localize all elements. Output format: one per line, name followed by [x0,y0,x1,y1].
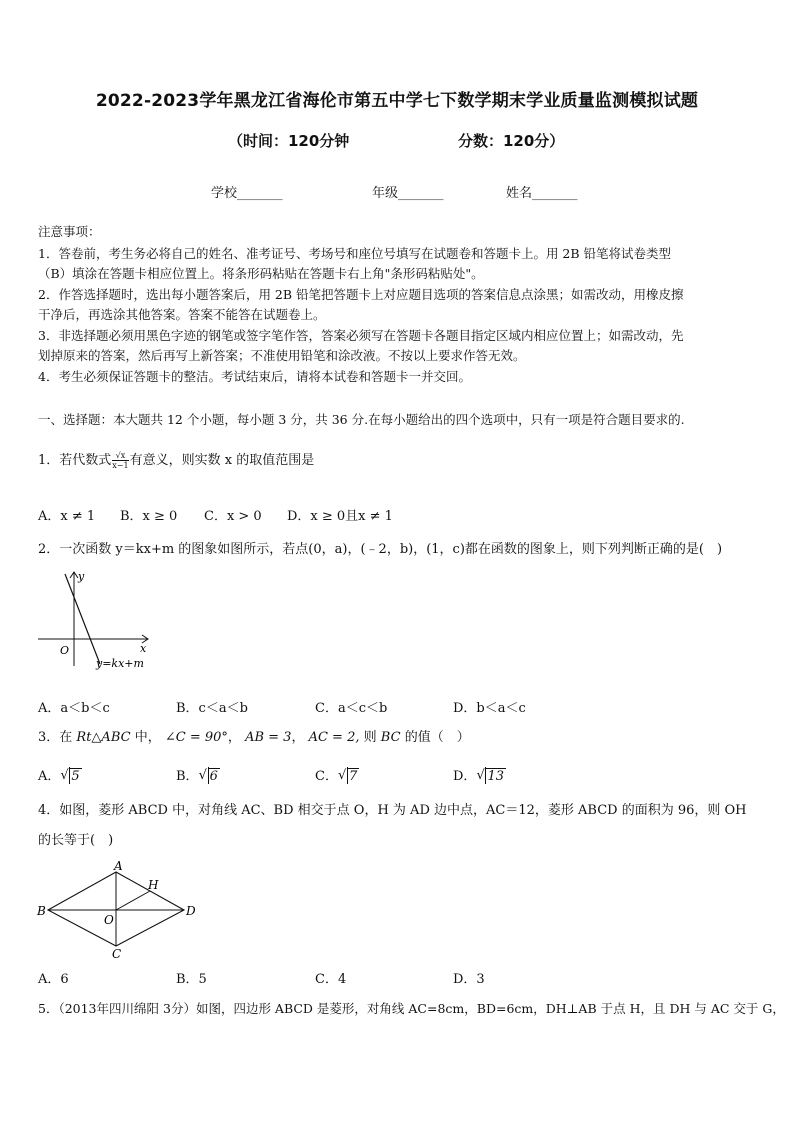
q1-suffix: 有意义，则实数 x 的取值范围是 [129,453,315,468]
exam-score: 分数：120分） [458,132,565,150]
q3-option-b[interactable] [176,765,220,784]
q3-suffix: 的值（ ） [404,730,470,745]
q2-graph [34,566,164,678]
q4-option-d[interactable]: D．3 [453,972,485,987]
q3-option-a-radicand: 5 [71,769,80,784]
q3-comma-2: ， [291,730,305,745]
q3-comma-1: ， [227,730,241,745]
q3-triangle: Rt△ABC [76,730,131,745]
name-field: 姓名_______ [506,186,578,201]
vertex-a-label: A [114,859,123,873]
q4-option-b[interactable]: B．5 [176,972,207,987]
segment-oh [116,891,150,910]
question-5: 5．（2013年四川绵阳 3分）如图，四边形 ABCD 是菱形，对角线 AC=8cm，BD=6cm，DH⊥AB 于点 H，且 DH 与 AC 交于 G， [38,1001,785,1016]
note-line: （B）填涂在答题卡相应位置上。将条形码粘贴在答题卡右上角"条形码粘贴处"。 [38,266,484,281]
q1-prefix: 1．若代数式 [38,453,112,468]
q2-option-a[interactable]: A．a＜b＜c [38,701,110,716]
q3-then: 则 [363,730,377,745]
question-2: 2．一次函数 y＝kx+m 的图象如图所示，若点(0，a)，(﹣2，b)，(1，c)都在函数的图象上，则下列判断正确的是( ) [38,542,723,557]
notes-heading: 注意事项： [38,224,101,239]
q3-ac: AC = 2, [308,730,360,745]
q3-option-d-label: D． [453,769,477,784]
question-4-line-2: 的长等于( ) [38,833,114,848]
sqrt-symbol: √ 7 [337,768,358,784]
q3-ab: AB = 3 [245,730,292,745]
q3-bc: BC [380,730,401,745]
q3-prefix: 3．在 [38,730,73,745]
q1-option-d[interactable]: D．x ≥ 0且x ≠ 1 [287,509,393,524]
page-title: 2022-2023学年黑龙江省海伦市第五中学七下数学期末学业质量监测模拟试题 [95,91,699,111]
grade-field: 年级_______ [372,186,444,201]
q4-rhombus-figure [34,858,204,962]
vertex-d-label: D [186,904,196,918]
q2-option-b[interactable]: B．c＜a＜b [176,701,248,716]
point-h-label: H [148,878,159,892]
question-4-line-1: 4．如图，菱形 ABCD 中，对角线 AC、BD 相交于点 O，H 为 AD 边中点，AC＝12，菱形 ABCD 的面积为 96，则 OH [38,803,747,818]
point-o-label: O [104,913,114,927]
section-heading: 一、选择题：本大题共 12 个小题，每小题 3 分，共 36 分.在每小题给出的四个选项中，只有一项是符合题目要求的. [38,412,685,427]
q3-angle: ∠C = 90° [164,730,228,745]
q4-option-a[interactable]: A．6 [38,972,69,987]
note-line: 3．非选择题必须用黑色字迹的钢笔或签字笔作答，答案必须写在答题卡各题目指定区域内相应位置上；如需改动，先 [38,328,684,343]
q1-frac-den: x−1 [112,461,129,470]
q3-mid: 中， [134,730,161,745]
question-3 [38,728,756,748]
q3-option-d[interactable] [453,765,506,784]
q1-option-b[interactable]: B．x ≥ 0 [120,509,178,524]
question-1 [38,451,756,471]
sqrt-symbol: √ 6 [198,768,218,784]
q1-frac-num: √x [112,451,128,461]
q3-option-c[interactable] [315,765,359,784]
q4-option-c[interactable]: C．4 [315,972,347,987]
q1-fraction [112,451,128,470]
q3-option-a-label: A． [38,769,61,784]
y-label: y [78,570,85,583]
note-line: 划掉原来的答案，然后再写上新答案；不准使用铅笔和涂改液。不按以上要求作答无效。 [38,348,526,363]
note-line: 干净后，再选涂其他答案。答案不能答在试题卷上。 [38,307,326,322]
q3-option-b-label: B． [176,769,199,784]
q3-option-b-radicand: 6 [209,769,218,784]
q3-option-d-radicand: 13 [487,769,504,784]
note-line: 4．考生必须保证答题卡的整洁。考试结束后，请将本试卷和答题卡一并交回。 [38,369,471,384]
q3-option-a[interactable] [38,765,82,784]
line-label: y=kx+m [96,657,144,670]
q1-option-a[interactable]: A．x ≠ 1 [38,509,96,524]
q2-option-d[interactable]: D．b＜a＜c [453,701,526,716]
q2-option-c[interactable]: C．a＜c＜b [315,701,388,716]
q3-option-c-label: C． [315,769,338,784]
q1-option-c[interactable]: C．x > 0 [204,509,262,524]
note-line: 2．作答选择题时，选出每小题答案后，用 2B 铅笔把答题卡上对应题目选项的答案信息点涂黑；如需改动，用橡皮擦 [38,287,684,302]
note-line: 1．答卷前，考生务必将自己的姓名、准考证号、考场号和座位号填写在试题卷和答题卡上。用 2B 铅笔将试卷类型 [38,246,672,261]
sqrt-symbol: √ 5 [60,768,80,784]
q3-option-c-radicand: 7 [348,769,358,784]
vertex-b-label: B [37,904,46,918]
vertex-c-label: C [112,947,122,961]
sqrt-symbol: √ 13 [476,768,504,784]
function-line [65,574,100,664]
x-label: x [140,642,147,655]
origin-label: O [60,644,70,657]
school-field: 学校_______ [211,186,283,201]
exam-time: （时间：120分钟 [228,132,350,150]
